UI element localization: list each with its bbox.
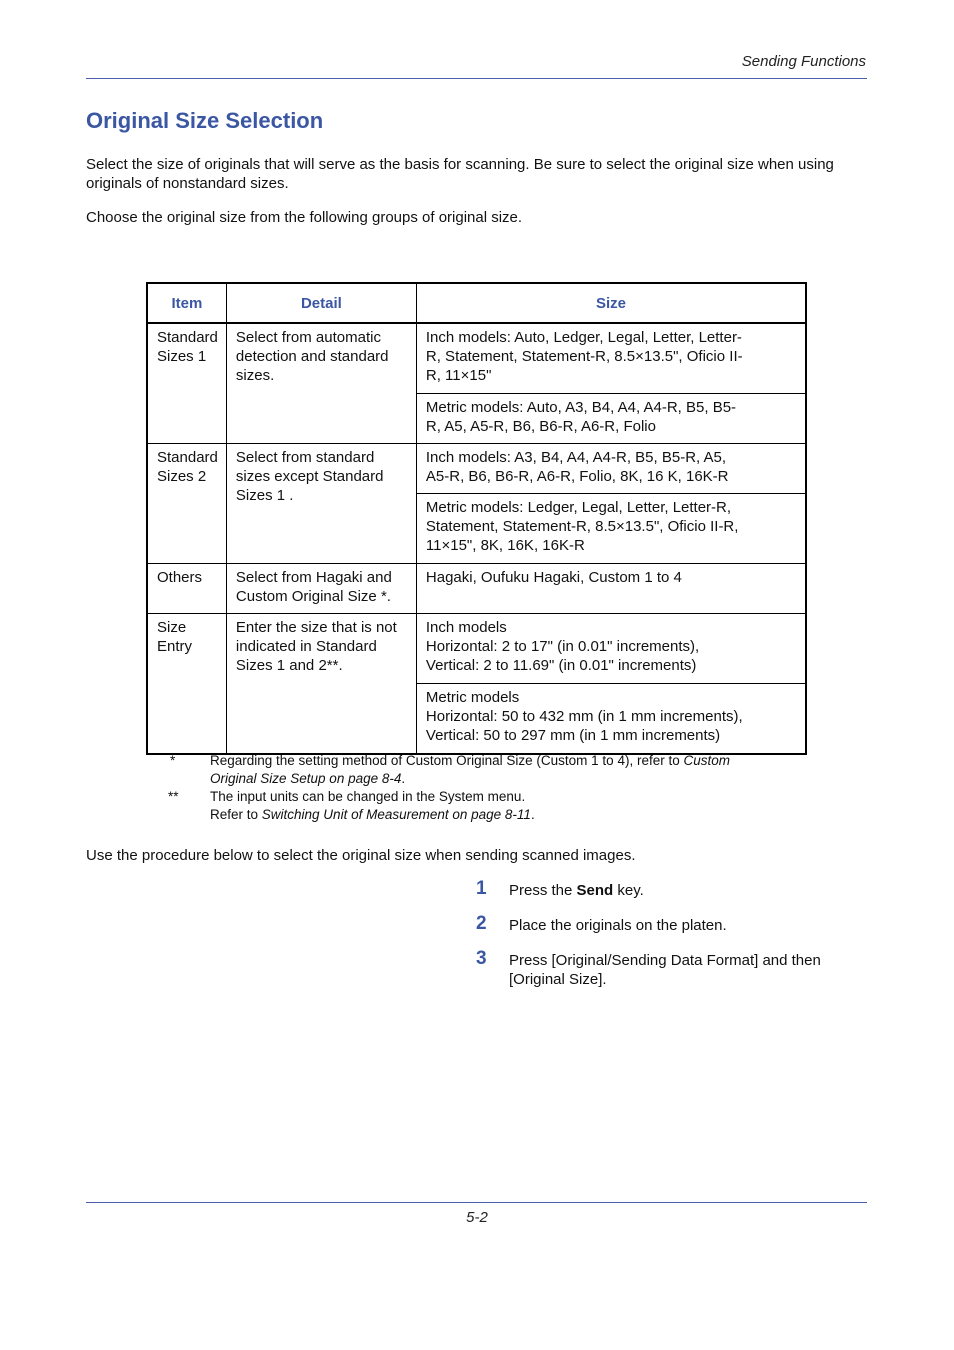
table-row <box>147 323 806 394</box>
header-item: Item <box>147 283 226 323</box>
footnote-1-mark: * <box>170 753 176 768</box>
cell-item <box>147 564 226 614</box>
step-1-suffix: key. <box>613 882 644 899</box>
detail-line: Select from standard <box>235 449 375 466</box>
cell-detail <box>226 614 416 755</box>
cell-size <box>416 394 806 444</box>
step-3-text <box>509 951 869 989</box>
footnote-1-suffix: . <box>401 771 406 786</box>
footnote-1-reference-link[interactable]: Original Size Setup on page 8-4 <box>210 771 402 786</box>
cell-size <box>416 444 806 494</box>
detail-line: Custom Original Size *. <box>235 588 391 605</box>
running-header-title: Sending Functions <box>741 53 866 70</box>
intro-paragraph-1-line-1: Select the size of originals that will serve as the basis for scanning. Be sure to select the original size when using <box>86 156 834 173</box>
table-row <box>147 564 806 614</box>
item-line: Standard <box>157 449 218 466</box>
item-line: Sizes 2 <box>157 468 207 485</box>
detail-line: sizes except Standard <box>235 468 384 485</box>
footnote-2-prefix: Refer to <box>210 807 262 822</box>
cell-item <box>147 323 226 444</box>
item-line: Sizes 1 <box>157 348 207 365</box>
cell-size <box>416 323 806 394</box>
size-line: 11×15", 8K, 16K, 16K-R <box>425 537 585 554</box>
intro-paragraph-1-line-2: originals of nonstandard sizes. <box>86 175 289 192</box>
footnote-2-mark: ** <box>168 789 179 804</box>
size-line: Horizontal: 50 to 432 mm (in 1 mm increments), <box>425 708 743 725</box>
detail-line: Select from automatic <box>235 329 381 346</box>
footnote-2-text <box>210 788 810 824</box>
size-line: R, 11×15" <box>425 367 492 384</box>
cell-size <box>416 684 806 755</box>
size-line: Metric models <box>425 689 520 706</box>
footnote-2-suffix: . <box>530 807 535 822</box>
step-3-line-1: Press [Original/Sending Data Format] and then <box>509 952 821 969</box>
cell-detail <box>226 444 416 564</box>
size-line: A5-R, B6, B6-R, A6-R, Folio, 8K, 16 K, 16K-R <box>425 468 729 485</box>
size-line: R, Statement, Statement-R, 8.5×13.5", Oficio II- <box>425 348 743 365</box>
step-1-prefix: Press the <box>509 882 577 899</box>
detail-line: Sizes 1 . <box>235 487 294 504</box>
header-detail: Detail <box>226 283 416 323</box>
detail-line: indicated in Standard <box>235 638 377 655</box>
section-heading: Original Size Selection <box>86 108 324 133</box>
cell-detail <box>226 564 416 614</box>
send-key-label: Send <box>576 882 614 899</box>
step-2-number: 2 <box>476 913 487 934</box>
cell-size <box>416 494 806 564</box>
cell-item <box>147 614 226 755</box>
step-3-number: 3 <box>476 948 487 969</box>
footer-rule <box>86 1202 867 1203</box>
size-line: Vertical: 2 to 11.69" (in 0.01" increments) <box>425 657 697 674</box>
item-line: Standard <box>157 329 218 346</box>
header-rule <box>86 78 867 79</box>
step-3-line-2: [Original Size]. <box>509 971 607 988</box>
detail-line: sizes. <box>235 367 275 384</box>
header-size: Size <box>416 283 806 323</box>
size-line: Inch models <box>425 619 507 636</box>
footnote-1-reference-link[interactable]: Custom <box>683 753 730 768</box>
table-header-row <box>147 283 806 323</box>
size-line: Statement, Statement-R, 8.5×13.5", Oficio II-R, <box>425 518 739 535</box>
step-1-number: 1 <box>476 878 487 899</box>
size-line: Metric models: Auto, A3, B4, A4, A4-R, B5, B5- <box>425 399 737 416</box>
detail-line: Sizes 1 and 2**. <box>235 657 343 674</box>
original-size-table <box>146 282 807 755</box>
size-line: R, A5, A5-R, B6, B6-R, A6-R, Folio <box>425 418 656 435</box>
step-2-text: Place the originals on the platen. <box>509 917 727 934</box>
size-line: Hagaki, Oufuku Hagaki, Custom 1 to 4 <box>425 569 682 586</box>
table-row <box>147 444 806 494</box>
footnote-2-reference-link[interactable]: Switching Unit of Measurement on page 8-11 <box>261 807 531 822</box>
detail-line: Enter the size that is not <box>235 619 397 636</box>
cell-size <box>416 614 806 684</box>
size-line: Inch models: A3, B4, A4, A4-R, B5, B5-R, A5, <box>425 449 727 466</box>
item-line: Others <box>157 569 203 586</box>
intro-paragraph-1 <box>86 155 876 193</box>
detail-line: detection and standard <box>235 348 389 365</box>
footnote-1-text <box>210 752 810 788</box>
page-number: 5-2 <box>466 1209 488 1226</box>
size-line: Inch models: Auto, Ledger, Legal, Letter, Letter- <box>425 329 742 346</box>
cell-detail <box>226 323 416 444</box>
cell-size <box>416 564 806 614</box>
footnote-2-line-1: The input units can be changed in the System menu. <box>210 789 526 804</box>
footnote-1-prefix: Regarding the setting method of Custom Original Size (Custom 1 to 4), refer to <box>210 753 684 768</box>
item-line: Size Entry <box>157 619 193 655</box>
size-line: Horizontal: 2 to 17" (in 0.01" increments), <box>425 638 700 655</box>
cell-item <box>147 444 226 564</box>
size-line: Metric models: Ledger, Legal, Letter, Letter-R, <box>425 499 732 516</box>
procedure-intro: Use the procedure below to select the original size when sending scanned images. <box>86 847 636 864</box>
step-1-text <box>509 881 869 900</box>
size-line: Vertical: 50 to 297 mm (in 1 mm increments) <box>425 727 721 744</box>
table-row <box>147 614 806 684</box>
intro-paragraph-2: Choose the original size from the following groups of original size. <box>86 209 523 226</box>
detail-line: Select from Hagaki and <box>235 569 392 586</box>
